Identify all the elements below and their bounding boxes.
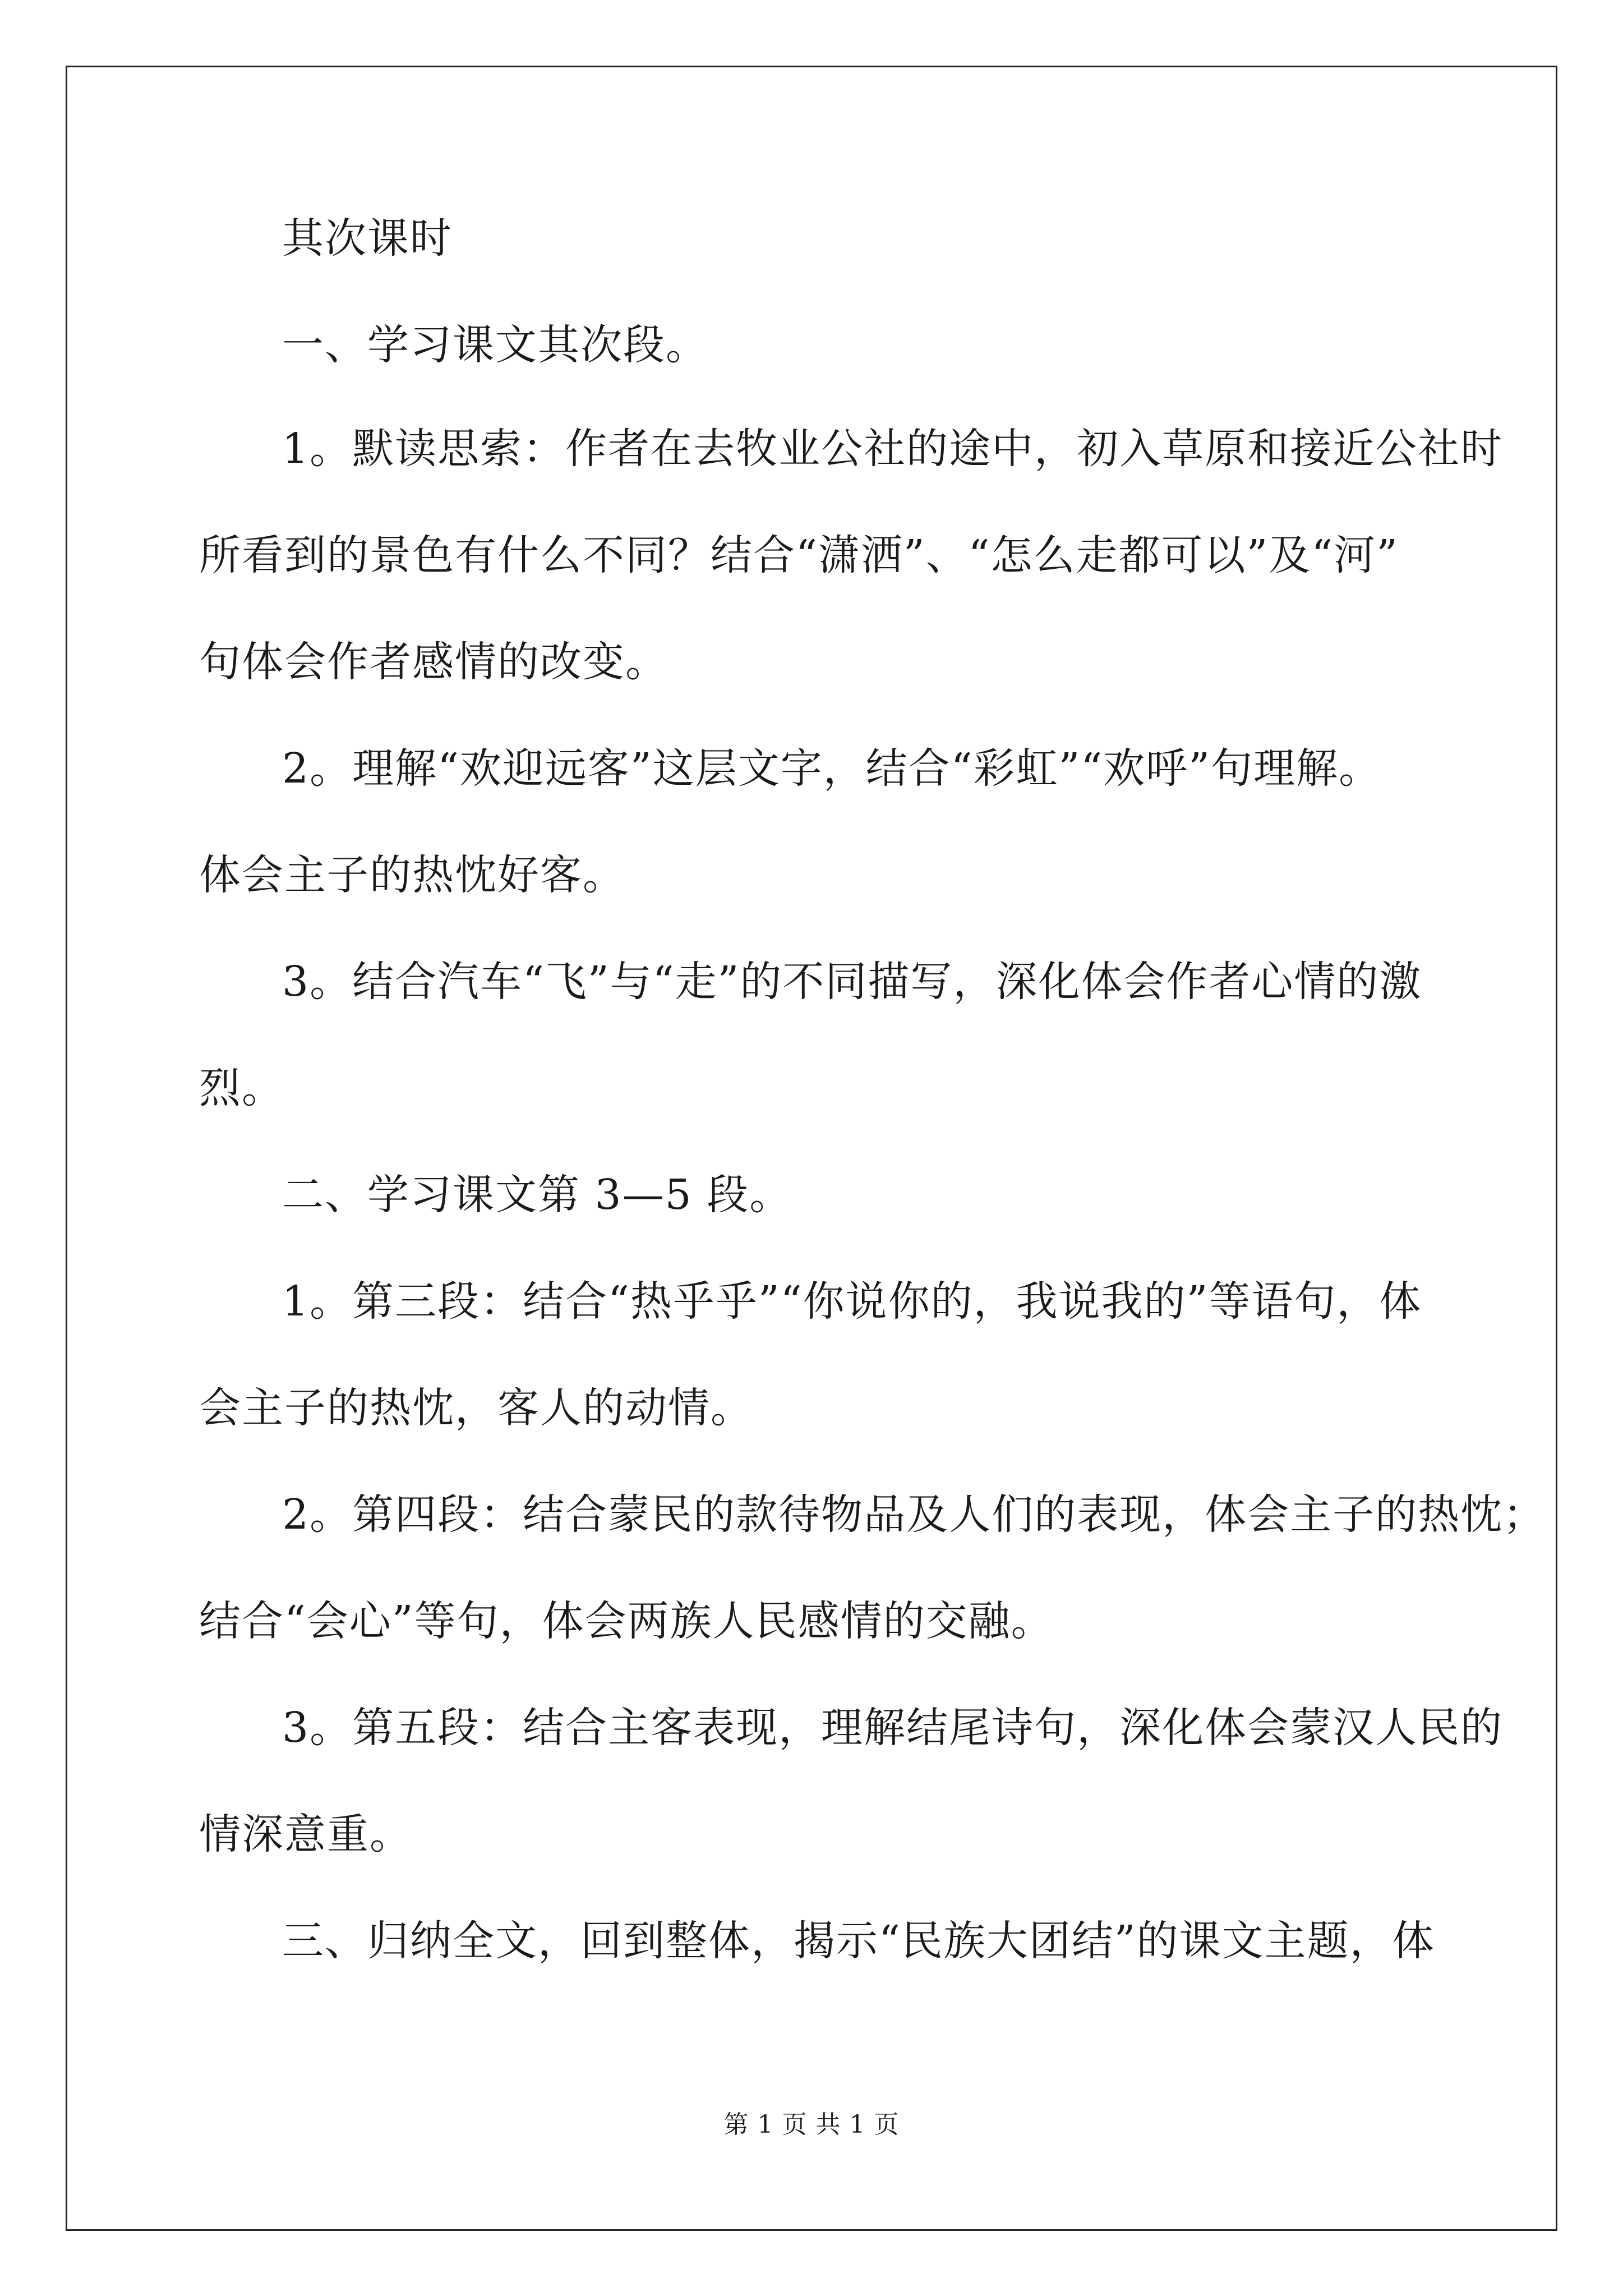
paragraph-line: 所看到的景色有什么不同？结合“潇洒”、“怎么走都可以”及“河” [199,531,1399,579]
page-border [66,66,1557,2231]
section-title: 其次课时 [282,214,453,263]
paragraph-line: 会主子的热忱，客人的动情。 [199,1384,753,1432]
heading-part-one: 一、学习课文其次段。 [282,321,708,369]
paragraph-line: 2。第四段：结合蒙民的款待物品及人们的表现，体会主子的热忱； [282,1490,1546,1539]
paragraph-line: 句体会作者感情的改变。 [199,638,668,686]
paragraph-line: 结合“会心”等句，体会两族人民感情的交融。 [199,1597,1054,1645]
paragraph-line: 2。理解“欢迎远客”这层文字，结合“彩虹”“欢呼”句理解。 [282,744,1382,793]
paragraph-line: 1。第三段：结合“热乎乎”“你说你的，我说我的”等语句，体 [282,1277,1422,1326]
paragraph-line: 体会主子的热忱好客。 [199,851,625,899]
paragraph-line: 情深意重。 [199,1810,412,1858]
heading-part-two: 二、学习课文第 3—5 段。 [282,1171,792,1219]
heading-part-three: 三、归纳全文，回到整体，揭示“民族大团结”的课文主题，体 [282,1917,1435,1965]
paragraph-line: 3。第五段：结合主客表现，理解结尾诗句，深化体会蒙汉人民的 [282,1704,1504,1752]
paragraph-line: 烈。 [199,1064,284,1112]
paragraph-line: 3。结合汽车“飞”与“走”的不同描写，深化体会作者心情的激 [282,958,1422,1006]
page-footer: 第 1 页 共 1 页 [723,2110,900,2139]
paragraph-line: 1。默读思索：作者在去牧业公社的途中，初入草原和接近公社时 [282,425,1504,473]
